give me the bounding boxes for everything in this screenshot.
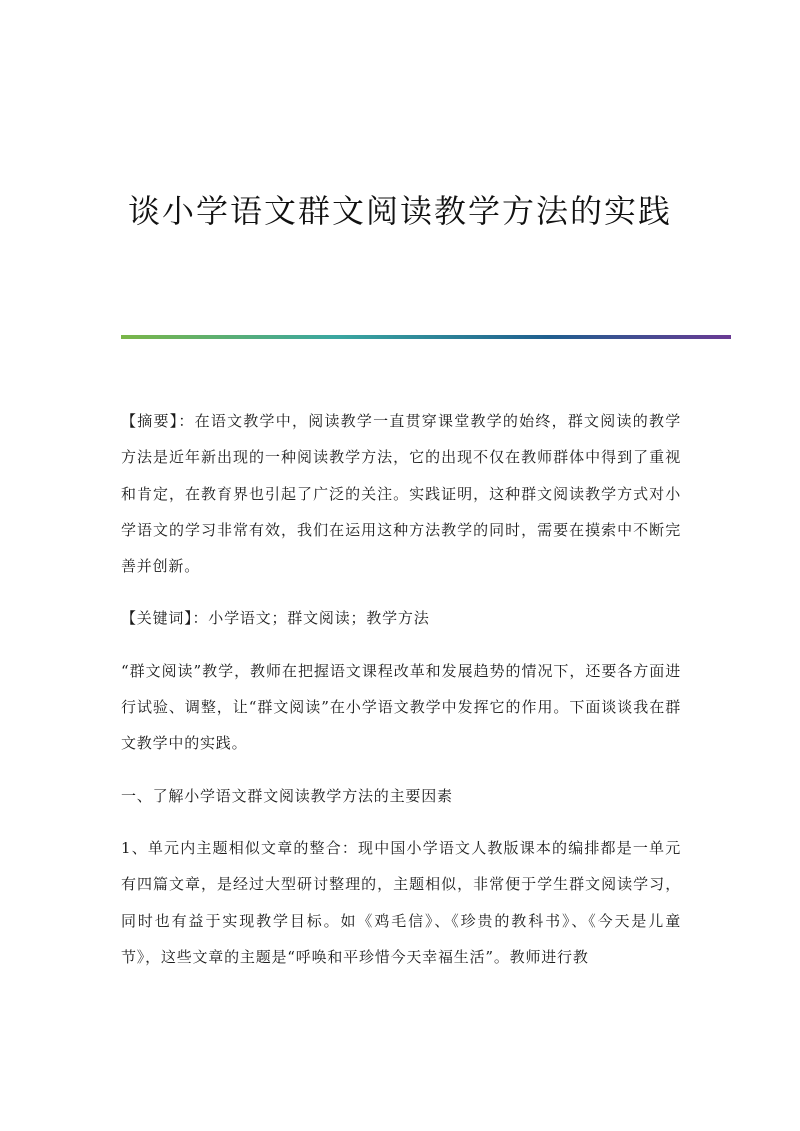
- intro-paragraph: “群文阅读”教学，教师在把握语文课程改革和发展趋势的情况下，还要各方面进行试验、调整，让“群文阅读”在小学语文教学中发挥它的作用。下面谈谈我在群文教学中的实践。: [121, 661, 681, 753]
- title-divider: [121, 335, 731, 339]
- abstract-paragraph: 【摘要】：在语文教学中，阅读教学一直贯穿课堂教学的始终，群文阅读的教学方法是近年新出现的一种阅读教学方法，它的出现不仅在教师群体中得到了重视和肯定，在教育界也引起了广泛的关注。实践证明，这种群文阅读教学方式对小学语文的学习非常有效，我们在运用这种方法教学的同时，需要在摸索中不断完善并创新。: [121, 412, 681, 576]
- keywords-paragraph: 【关键词】：小学语文；群文阅读；教学方法: [121, 609, 430, 628]
- document-body: [121, 403, 681, 991]
- document-title: 谈小学语文群文阅读教学方法的实践: [127, 192, 672, 230]
- section-heading: 一、了解小学语文群文阅读教学方法的主要因素: [121, 786, 453, 805]
- body-paragraph: 1、单元内主题相似文章的整合：现中国小学语文人教版课本的编排都是一单元有四篇文章，是经过大型研讨整理的，主题相似，非常便于学生群文阅读学习，同时也有益于实现教学目标。如《鸡毛信》、《珍贵的教科书》、《今天是儿童节》，这些文章的主题是“呼唤和平珍惜今天幸福生活”。教师进行教: [121, 838, 681, 966]
